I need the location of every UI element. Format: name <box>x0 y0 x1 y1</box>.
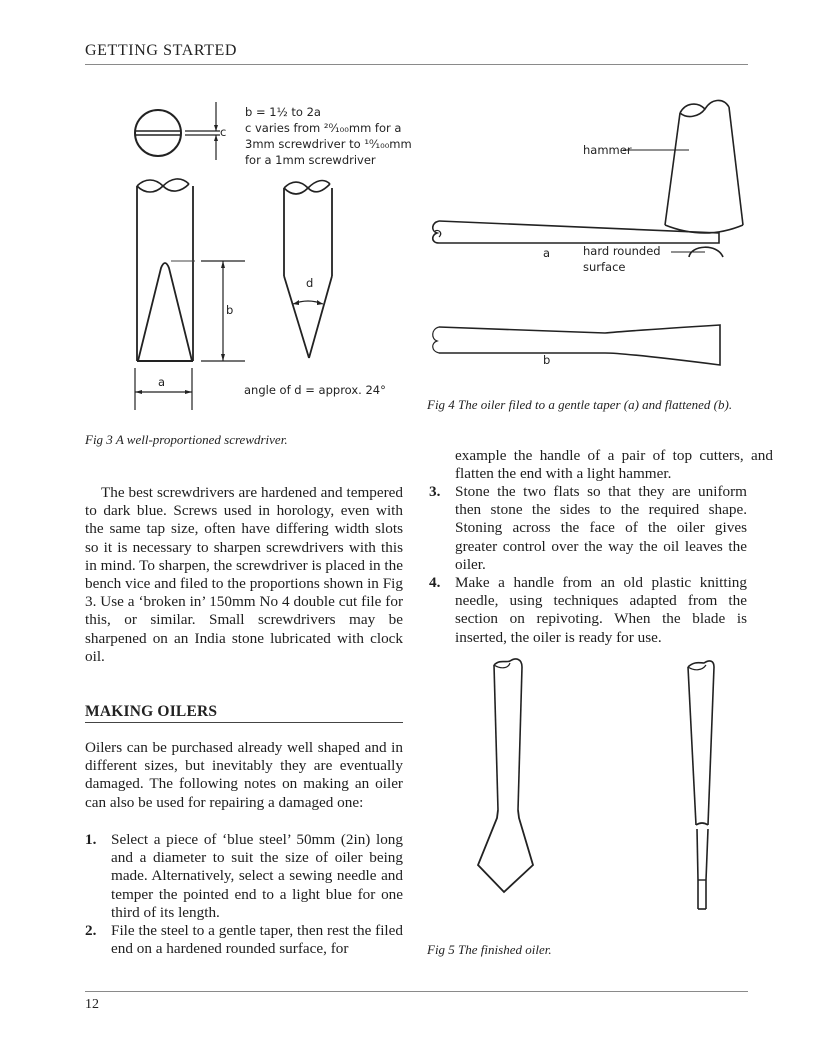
running-header-title: GETTING STARTED <box>85 42 238 59</box>
screwdriver-side-view <box>280 178 350 368</box>
fig4-label-surface-line2: surface <box>583 260 626 274</box>
screwdriver-paragraph: The best screwdrivers are hardened and tempered to dark blue. Screws used in horology, even with the same tap size, often have differing width slots so it is necessary to sharpen screwdrivers with this in mind. To sharpen, the screwdriver is placed in the bench vice and filed to the proportions shown in Fig 3. Use a ‘broken in’ 150mm No 4 double cut file for this, or similar. Small screwdrivers may be sharpened on an India stone lubricated with clock oil. <box>85 484 403 665</box>
step-3-number: 3. <box>429 483 441 500</box>
fig3-note-2: c varies from ²⁰⁄₁₀₀mm for a <box>245 121 402 135</box>
step-2-continued: example the handle of a pair of top cutters, and flatten the end with a light hammer. <box>455 447 773 483</box>
fig3-note-4: for a 1mm screwdriver <box>245 153 376 167</box>
fig3-note-3: 3mm screwdriver to ¹⁰⁄₁₀₀mm <box>245 137 412 151</box>
steps-list-right <box>429 483 747 647</box>
oilers-intro-block <box>85 739 403 812</box>
fig3-label-b: b <box>226 303 234 317</box>
section-heading-making-oilers: MAKING OILERS <box>85 703 218 720</box>
fig4-label-a: a <box>543 246 551 260</box>
finished-oiler-side-view <box>682 655 722 915</box>
fig4-label-surface <box>583 243 661 275</box>
fig4-label-b: b <box>543 353 551 367</box>
fig4-caption: Fig 4 The oiler filed to a gentle taper (a) and flattened (b). <box>427 397 733 412</box>
fig3-note-1: b = 1½ to 2a <box>245 105 321 119</box>
section-heading-rule <box>85 722 403 723</box>
step-1-number: 1. <box>85 831 97 848</box>
fig3-angle-note: angle of d = approx. 24° <box>244 383 386 397</box>
footer-rule <box>85 991 748 992</box>
screwdriver-paragraph-block <box>85 484 403 666</box>
fig4-label-hammer: hammer <box>583 143 632 157</box>
step-2 <box>85 922 403 958</box>
steps-list-left <box>85 831 403 958</box>
fig3-label-a: a <box>158 375 166 389</box>
fig3-label-d: d <box>306 276 314 290</box>
header-rule <box>85 64 748 65</box>
oiler-taper-hammer-diagram <box>425 95 745 375</box>
step-2-number: 2. <box>85 922 97 940</box>
finished-oiler-front-view <box>470 655 550 915</box>
fig5-caption: Fig 5 The finished oiler. <box>427 942 552 957</box>
fig3-caption: Fig 3 A well-proportioned screwdriver. <box>85 432 288 447</box>
step-2-text: File the steel to a gentle taper, then rest the filed end on a hardened rounded surface, for <box>111 922 403 958</box>
step-4-text: Make a handle from an old plastic knitting needle, using techniques adapted from the section on repivoting. When the blade is inserted, the oiler is ready for use. <box>455 574 747 646</box>
page-number: 12 <box>85 997 99 1012</box>
fig3-label-c: c <box>220 125 227 139</box>
step-1-text: Select a piece of ‘blue steel’ 50mm (2in) long and a diameter to suit the size of oiler being made. Alternatively, select a sewing needle and temper the pointed end to a light blue for one third of its length. <box>111 831 403 921</box>
fig3-notes <box>245 104 412 168</box>
fig4-label-surface-line1: hard rounded <box>583 244 661 258</box>
screwdriver-front-view <box>125 178 255 418</box>
step-4 <box>429 574 747 647</box>
step-1 <box>85 831 403 922</box>
screw-head-diagram <box>130 98 230 168</box>
oilers-intro-paragraph: Oilers can be purchased already well shaped and in different sizes, but inevitably they are eventually damaged. The following notes on making an oiler can also be used for repairing a damaged one: <box>85 739 403 811</box>
step-3-text: Stone the two flats so that they are uniform then stone the sides to the required shape. Stoning across the face of the oiler gives greater control over the way the oil leaves the oiler. <box>455 483 747 573</box>
step-3 <box>429 483 747 574</box>
step-4-number: 4. <box>429 574 441 592</box>
